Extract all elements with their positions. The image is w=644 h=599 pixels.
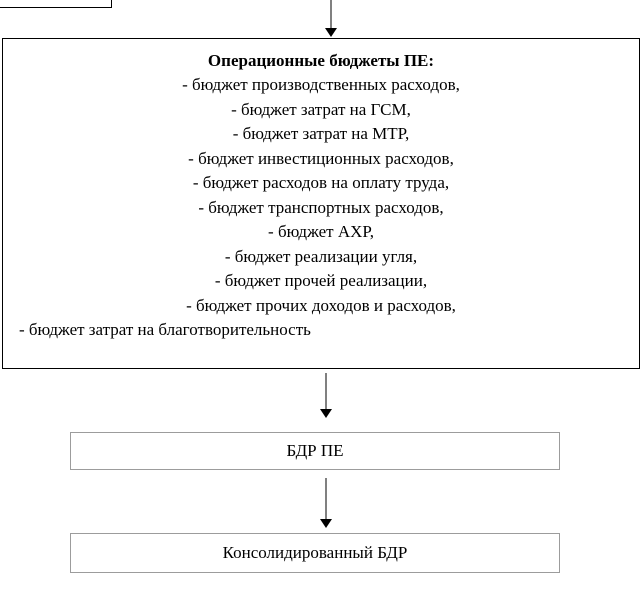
budget-line-gsm: - бюджет затрат на ГСМ,	[231, 99, 411, 119]
arrow-head-icon	[320, 519, 332, 528]
budget-line-charity: - бюджет затрат на благотворительность	[19, 320, 311, 339]
arrow-head-icon	[320, 409, 332, 418]
flow-arrow-to-consolidated	[319, 478, 332, 528]
budget-line-transport: - бюджет транспортных расходов,	[198, 197, 444, 217]
arrow-head-icon	[325, 28, 337, 37]
consolidated-bdr-box	[70, 533, 560, 573]
bdr-pe-label: БДР ПЕ	[286, 441, 344, 460]
budget-line-other-income: - бюджет прочих доходов и расходов,	[186, 295, 456, 315]
budget-line-mtr: - бюджет затрат на МТР,	[232, 124, 410, 143]
operational-budgets-title: Операционные бюджеты ПЕ:	[207, 51, 435, 70]
budget-line-ahr: - бюджет АХР,	[268, 222, 374, 241]
partial-box-top-left	[0, 0, 112, 8]
arrow-shaft	[325, 478, 326, 520]
arrow-shaft	[325, 373, 326, 410]
consolidated-bdr-label: Консолидированный БДР	[222, 543, 408, 562]
budget-line-labor: - бюджет расходов на оплату труда,	[192, 173, 450, 192]
budget-line-other-sales: - бюджет прочей реализации,	[214, 271, 428, 290]
operational-budgets-box	[2, 38, 640, 369]
flow-arrow-top	[324, 0, 337, 37]
flow-arrow-to-bdr-pe	[319, 373, 332, 418]
bdr-pe-box	[70, 432, 560, 470]
budget-line-coal-sales: - бюджет реализации угля,	[224, 246, 418, 266]
budget-line-investment: - бюджет инвестиционных расходов,	[188, 148, 454, 168]
budget-line-production: - бюджет производственных расходов,	[182, 75, 460, 94]
arrow-shaft	[330, 0, 331, 29]
